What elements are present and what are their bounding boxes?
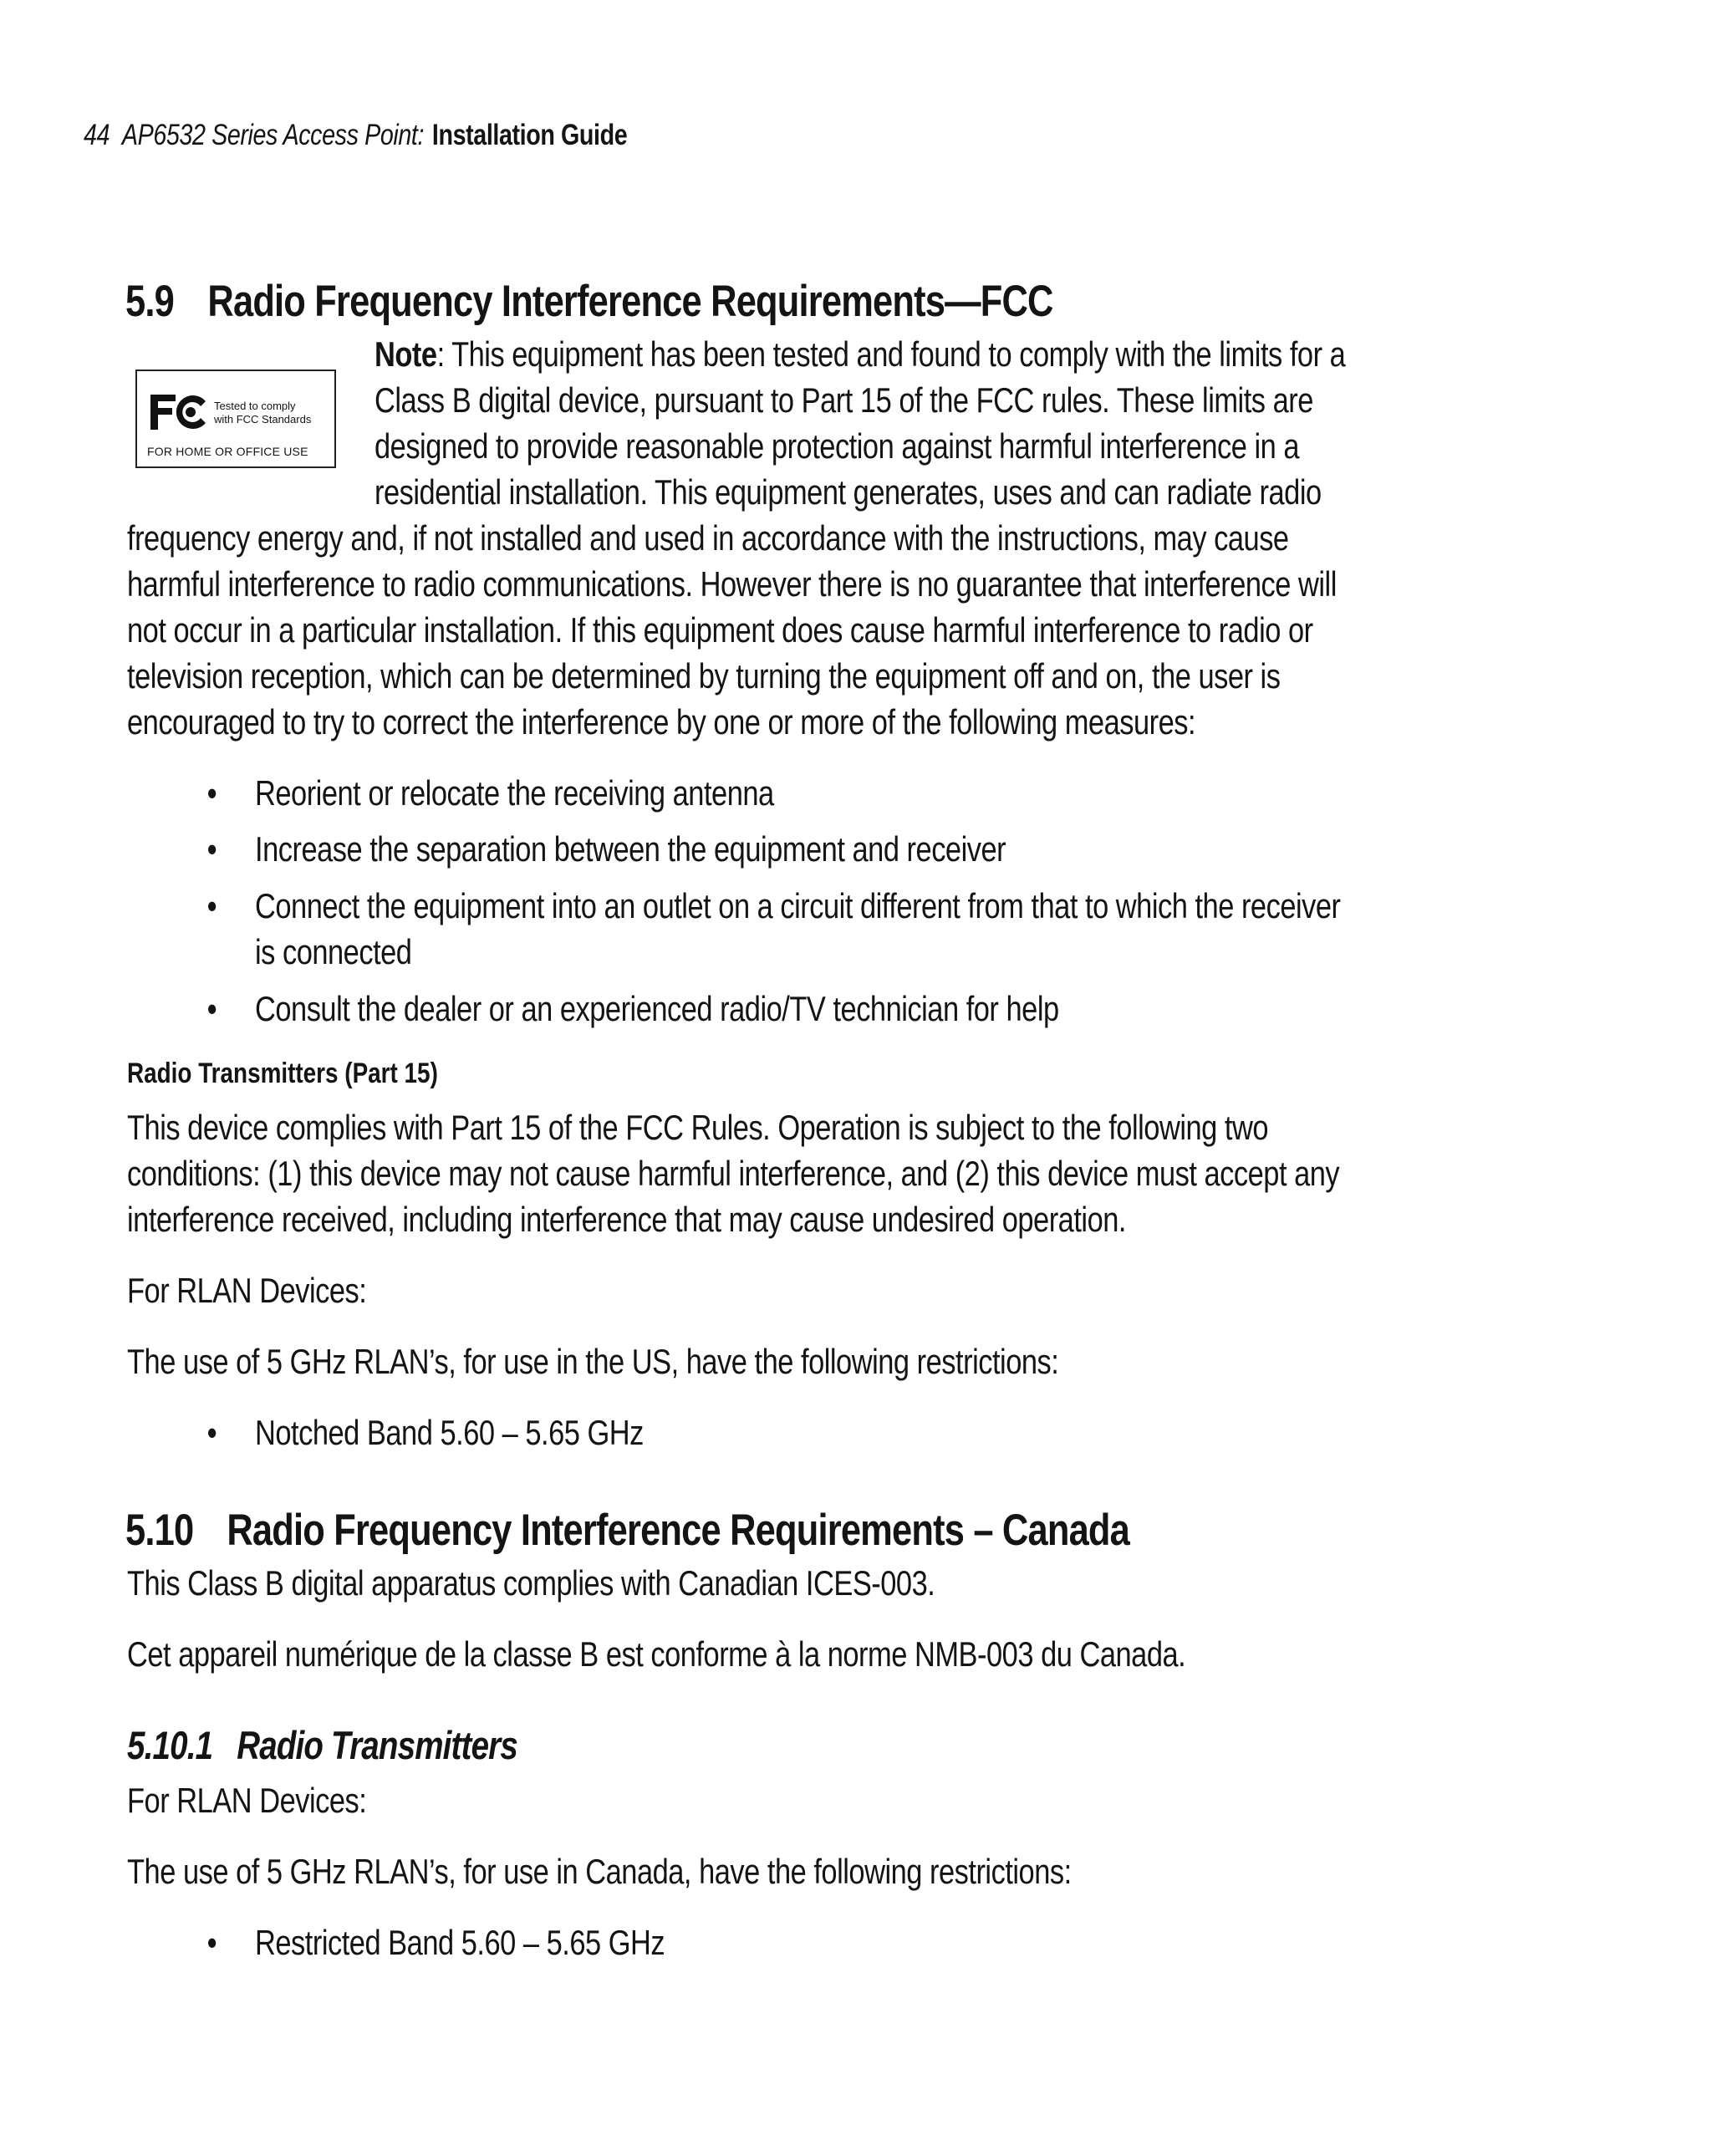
list-item-continuation: is connected: [255, 932, 412, 971]
logo-text-line3: FOR HOME OR OFFICE USE: [147, 445, 308, 458]
page-number: 44: [84, 119, 110, 151]
note-line-6: harmful interference to radio communications. However there is no guarantee that interference will: [127, 564, 1337, 604]
transmitters-line-1: This device complies with Part 15 of the FCC Rules. Operation is subject to the following two: [127, 1108, 1269, 1147]
rlan-restrictions-canada: The use of 5 GHz RLAN’s, for use in Canada, have the following restrictions:: [127, 1852, 1072, 1891]
section-5-10-1-heading: [127, 1722, 517, 1768]
list-item: • Restricted Band 5.60 – 5.65 GHz: [206, 1923, 665, 1962]
note-line-7: not occur in a particular installation. If this equipment does cause harmful interference to radio or: [127, 610, 1313, 650]
transmitters-heading: Radio Transmitters (Part 15): [127, 1058, 438, 1089]
note-line-3: designed to provide reasonable protection against harmful interference in a: [374, 426, 1300, 466]
rlan-label: For RLAN Devices:: [127, 1271, 367, 1310]
section-title: Radio Frequency Interference Requirements—FCC: [207, 277, 1053, 326]
rlan-label-canada: For RLAN Devices:: [127, 1781, 367, 1820]
note-label: Note: [374, 334, 437, 374]
list-item: • Increase the separation between the equipment and receiver: [206, 829, 1006, 869]
section-number: 5.10: [125, 1506, 194, 1555]
logo-text-line2: with FCC Standards: [214, 413, 312, 426]
section-5-10-heading: [125, 1505, 1129, 1556]
transmitters-line-3: interference received, including interference that may cause undesired operation.: [127, 1200, 1126, 1239]
section-5-9-heading: [125, 276, 1053, 327]
note-line-1: Note: This equipment has been tested and found to comply with the limits for a: [374, 334, 1346, 374]
page-header: [84, 119, 627, 152]
doc-subtitle: Installation Guide: [431, 119, 628, 151]
canada-line-en: This Class B digital apparatus complies with Canadian ICES-003.: [127, 1563, 935, 1603]
note-line-8: television reception, which can be determined by turning the equipment off and on, the user is: [127, 656, 1281, 696]
section-number: 5.9: [125, 277, 174, 326]
logo-text-line1: Tested to comply: [214, 400, 296, 412]
transmitters-line-2: conditions: (1) this device may not cause harmful interference, and (2) this device must accept any: [127, 1154, 1340, 1193]
note-line-2: Class B digital device, pursuant to Part 15 of the FCC rules. These limits are: [374, 380, 1313, 420]
list-item: • Notched Band 5.60 – 5.65 GHz: [206, 1413, 644, 1452]
section-number: 5.10.1: [127, 1723, 213, 1767]
list-item: • Consult the dealer or an experienced radio/TV technician for help: [206, 989, 1059, 1028]
note-line-4: residential installation. This equipment generates, uses and can radiate radio: [374, 472, 1322, 512]
fcc-compliance-logo: [135, 370, 336, 468]
list-item: • Reorient or relocate the receiving antenna: [206, 773, 774, 813]
list-item: • Connect the equipment into an outlet on a circuit different from that to which the receiver: [206, 886, 1341, 925]
note-line-9: encouraged to try to correct the interference by one or more of the following measures:: [127, 702, 1196, 742]
doc-title: AP6532 Series Access Point:: [121, 119, 425, 151]
section-title: Radio Frequency Interference Requirements – Canada: [227, 1506, 1130, 1555]
fcc-mark-icon: [147, 390, 212, 435]
note-line-5: frequency energy and, if not installed and used in accordance with the instructions, may cause: [127, 518, 1289, 558]
canada-line-fr: Cet appareil numérique de la classe B est conforme à la norme NMB-003 du Canada.: [127, 1634, 1186, 1674]
section-title: Radio Transmitters: [237, 1723, 517, 1767]
rlan-restrictions: The use of 5 GHz RLAN’s, for use in the US, have the following restrictions:: [127, 1342, 1059, 1381]
